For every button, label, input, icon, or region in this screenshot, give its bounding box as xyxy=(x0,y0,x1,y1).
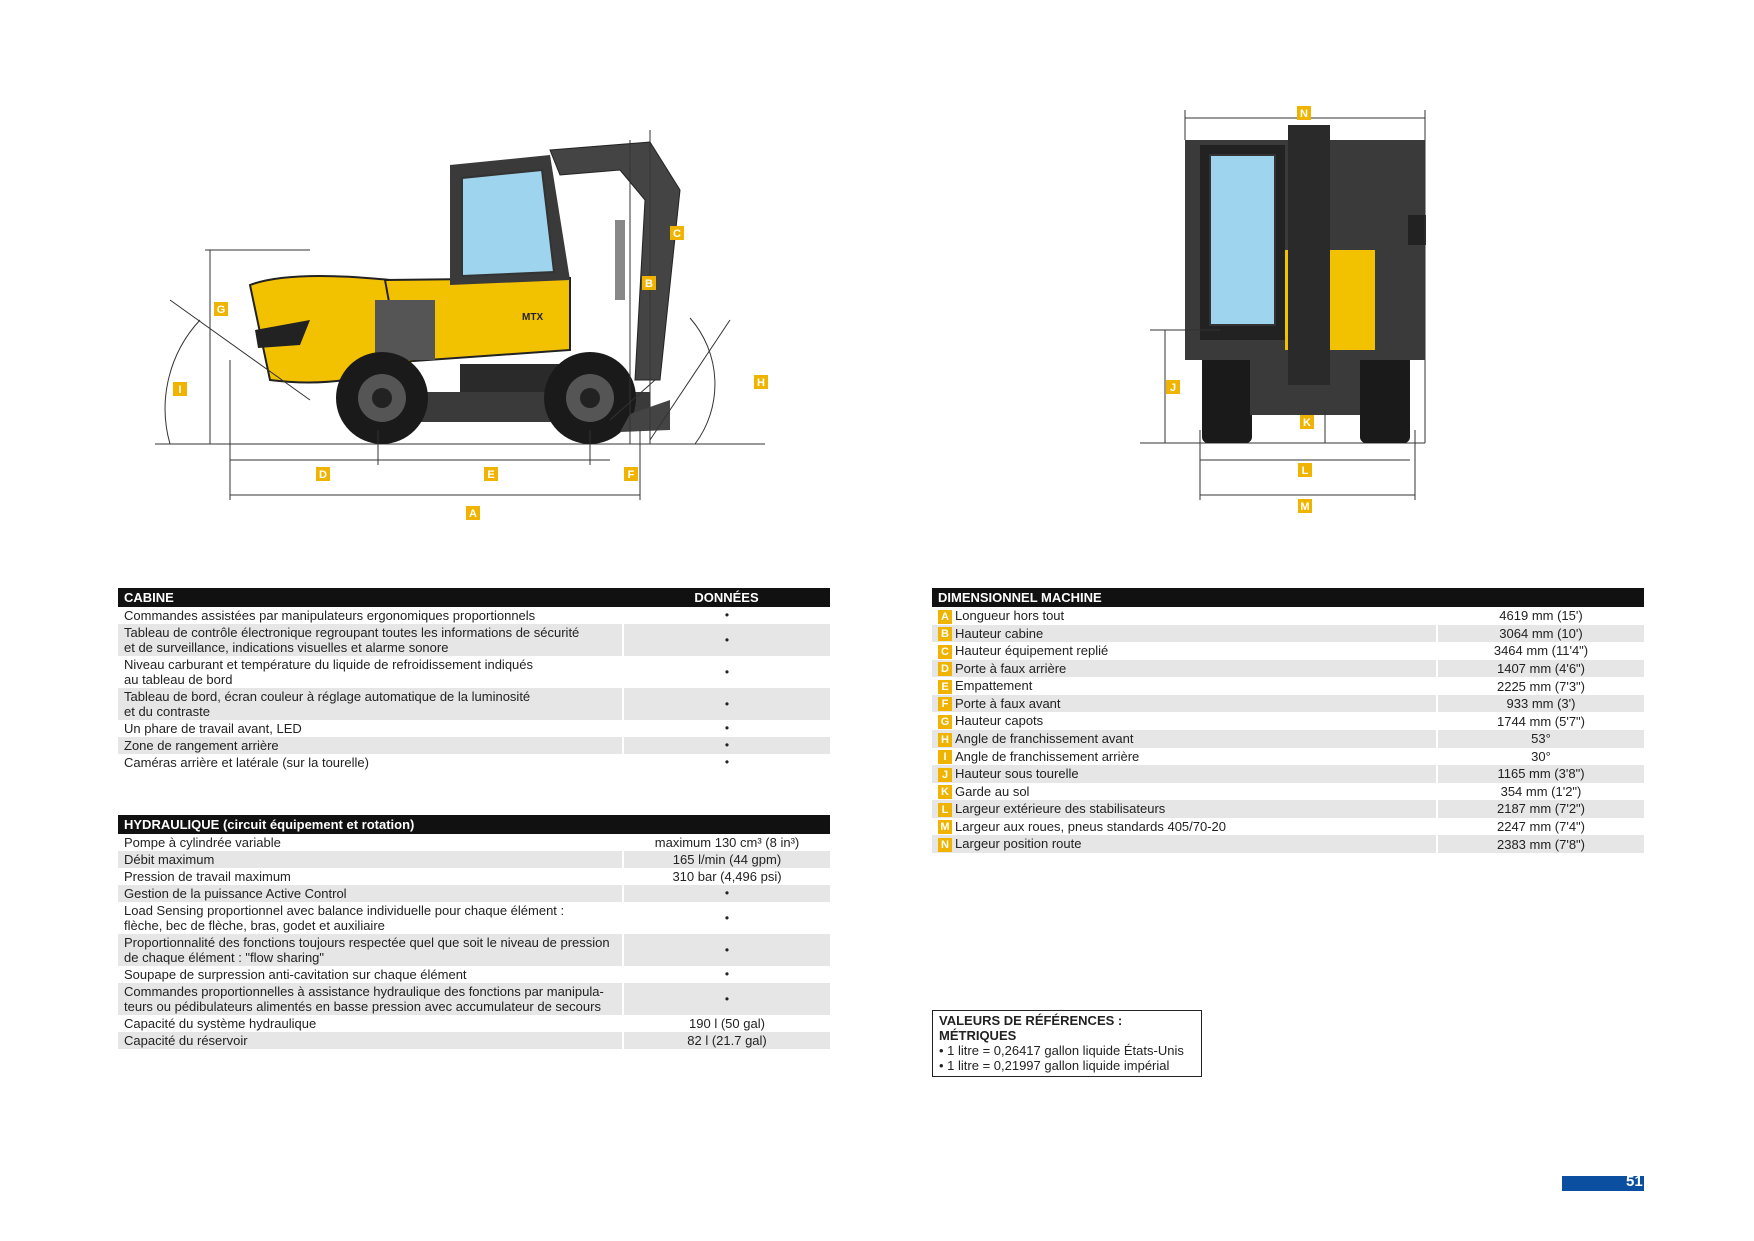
tag-n xyxy=(1297,106,1311,120)
svg-text:G: G xyxy=(216,304,226,316)
reference-values-box xyxy=(932,1010,1202,1077)
tag-k xyxy=(1300,415,1314,429)
letter-badge: I xyxy=(938,750,952,764)
svg-text:H: H xyxy=(757,377,765,389)
table-row: I Angle de franchissement arrière 30° xyxy=(932,748,1644,766)
letter-badge: J xyxy=(938,768,952,782)
tag-g xyxy=(214,302,228,316)
table-row: B Hauteur cabine 3064 mm (10') xyxy=(932,625,1644,643)
table-row: Caméras arrière et latérale (sur la tourelle) • xyxy=(118,754,830,771)
table-row: Tableau de bord, écran couleur à réglage automatique de la luminosité et du contraste • xyxy=(118,688,830,720)
table-row: J Hauteur sous tourelle 1165 mm (3'8") xyxy=(932,765,1644,783)
tag-h xyxy=(754,375,768,389)
cabine-header: CABINE xyxy=(118,588,623,607)
table-row: E Empattement 2225 mm (7'3") xyxy=(932,677,1644,695)
letter-badge: N xyxy=(938,838,952,852)
tag-j xyxy=(1166,380,1180,394)
table-row: Capacité du réservoir 82 l (21.7 gal) xyxy=(118,1032,830,1049)
cabine-table xyxy=(118,588,830,771)
table-row: A Longueur hors tout 4619 mm (15') xyxy=(932,607,1644,625)
table-row: Tableau de contrôle électronique regroupant toutes les informations de sécurité et de surveillance, indications visuelles et alarme sonore • xyxy=(118,624,830,656)
tag-b xyxy=(642,276,656,290)
table-row: Commandes assistées par manipulateurs ergonomiques proportionnels • xyxy=(118,607,830,624)
letter-badge: L xyxy=(938,803,952,817)
table-row: Niveau carburant et température du liquide de refroidissement indiqués au tableau de bord • xyxy=(118,656,830,688)
svg-text:K: K xyxy=(1303,417,1311,429)
table-row: N Largeur position route 2383 mm (7'8") xyxy=(932,835,1644,853)
reference-title: VALEURS DE RÉFÉRENCES : MÉTRIQUES xyxy=(939,1013,1123,1043)
svg-text:B: B xyxy=(645,278,653,290)
table-row: Zone de rangement arrière • xyxy=(118,737,830,754)
table-row: Soupape de surpression anti-cavitation sur chaque élément • xyxy=(118,966,830,983)
reference-line: • 1 litre = 0,26417 gallon liquide États-Unis xyxy=(939,1043,1184,1058)
table-row: Débit maximum 165 l/min (44 gpm) xyxy=(118,851,830,868)
table-row: Un phare de travail avant, LED • xyxy=(118,720,830,737)
table-row: D Porte à faux arrière 1407 mm (4'6") xyxy=(932,660,1644,678)
tag-e xyxy=(484,467,498,481)
letter-badge: M xyxy=(938,820,952,834)
table-row: M Largeur aux roues, pneus standards 405/70-20 2247 mm (7'4") xyxy=(932,818,1644,836)
svg-text:M: M xyxy=(1300,501,1310,513)
front-view-diagram xyxy=(1140,100,1460,520)
brand-badge: MTX xyxy=(522,312,544,323)
table-row: Gestion de la puissance Active Control • xyxy=(118,885,830,902)
hydraulique-header: HYDRAULIQUE (circuit équipement et rotation) xyxy=(118,815,830,834)
hydraulique-table xyxy=(118,815,830,1049)
tag-l xyxy=(1298,463,1312,477)
letter-badge: B xyxy=(938,627,952,641)
svg-text:E: E xyxy=(487,469,495,481)
side-view-diagram xyxy=(150,130,790,530)
svg-text:D: D xyxy=(319,469,327,481)
tag-i xyxy=(173,382,187,396)
tag-a xyxy=(466,506,480,520)
letter-badge: K xyxy=(938,785,952,799)
page-number: 51 xyxy=(1626,1173,1643,1190)
table-row: Capacité du système hydraulique 190 l (50 gal) xyxy=(118,1015,830,1032)
table-row: Load Sensing proportionnel avec balance individuelle pour chaque élément : flèche, bec de flèche, bras, godet et auxiliaire • xyxy=(118,902,830,934)
svg-text:N: N xyxy=(1300,108,1308,120)
letter-badge: H xyxy=(938,733,952,747)
table-row: Pression de travail maximum 310 bar (4,496 psi) xyxy=(118,868,830,885)
svg-text:L: L xyxy=(1301,465,1309,477)
cabine-header-value: DONNÉES xyxy=(623,588,830,607)
table-row: Pompe à cylindrée variable maximum 130 cm³ (8 in³) xyxy=(118,834,830,851)
letter-badge: C xyxy=(938,645,952,659)
svg-text:I: I xyxy=(178,384,182,396)
tag-f xyxy=(624,467,638,481)
svg-text:F: F xyxy=(627,469,635,481)
svg-text:J: J xyxy=(1169,382,1177,394)
letter-badge: D xyxy=(938,662,952,676)
table-row: Commandes proportionnelles à assistance hydraulique des fonctions par manipula- teurs ou pédibulateurs alimentés en basse pression avec accumulateur de secours • xyxy=(118,983,830,1015)
tag-d xyxy=(316,467,330,481)
dimensionnel-header: DIMENSIONNEL MACHINE xyxy=(932,588,1644,607)
letter-badge: A xyxy=(938,610,952,624)
svg-text:C: C xyxy=(673,228,681,240)
table-row: Proportionnalité des fonctions toujours respectée quel que soit le niveau de pression de chaque élément : "flow sharing" • xyxy=(118,934,830,966)
dimensionnel-table xyxy=(932,588,1644,853)
tag-c xyxy=(670,226,684,240)
tag-m xyxy=(1298,499,1312,513)
svg-text:A: A xyxy=(469,508,477,520)
table-row: L Largeur extérieure des stabilisateurs 2187 mm (7'2") xyxy=(932,800,1644,818)
table-row: C Hauteur équipement replié 3464 mm (11'4") xyxy=(932,642,1644,660)
table-row: H Angle de franchissement avant 53° xyxy=(932,730,1644,748)
letter-badge: E xyxy=(938,680,952,694)
table-row: K Garde au sol 354 mm (1'2") xyxy=(932,783,1644,801)
letter-badge: F xyxy=(938,697,952,711)
table-row: F Porte à faux avant 933 mm (3') xyxy=(932,695,1644,713)
letter-badge: G xyxy=(938,715,952,729)
table-row: G Hauteur capots 1744 mm (5'7") xyxy=(932,712,1644,730)
reference-line: • 1 litre = 0,21997 gallon liquide impérial xyxy=(939,1058,1170,1073)
